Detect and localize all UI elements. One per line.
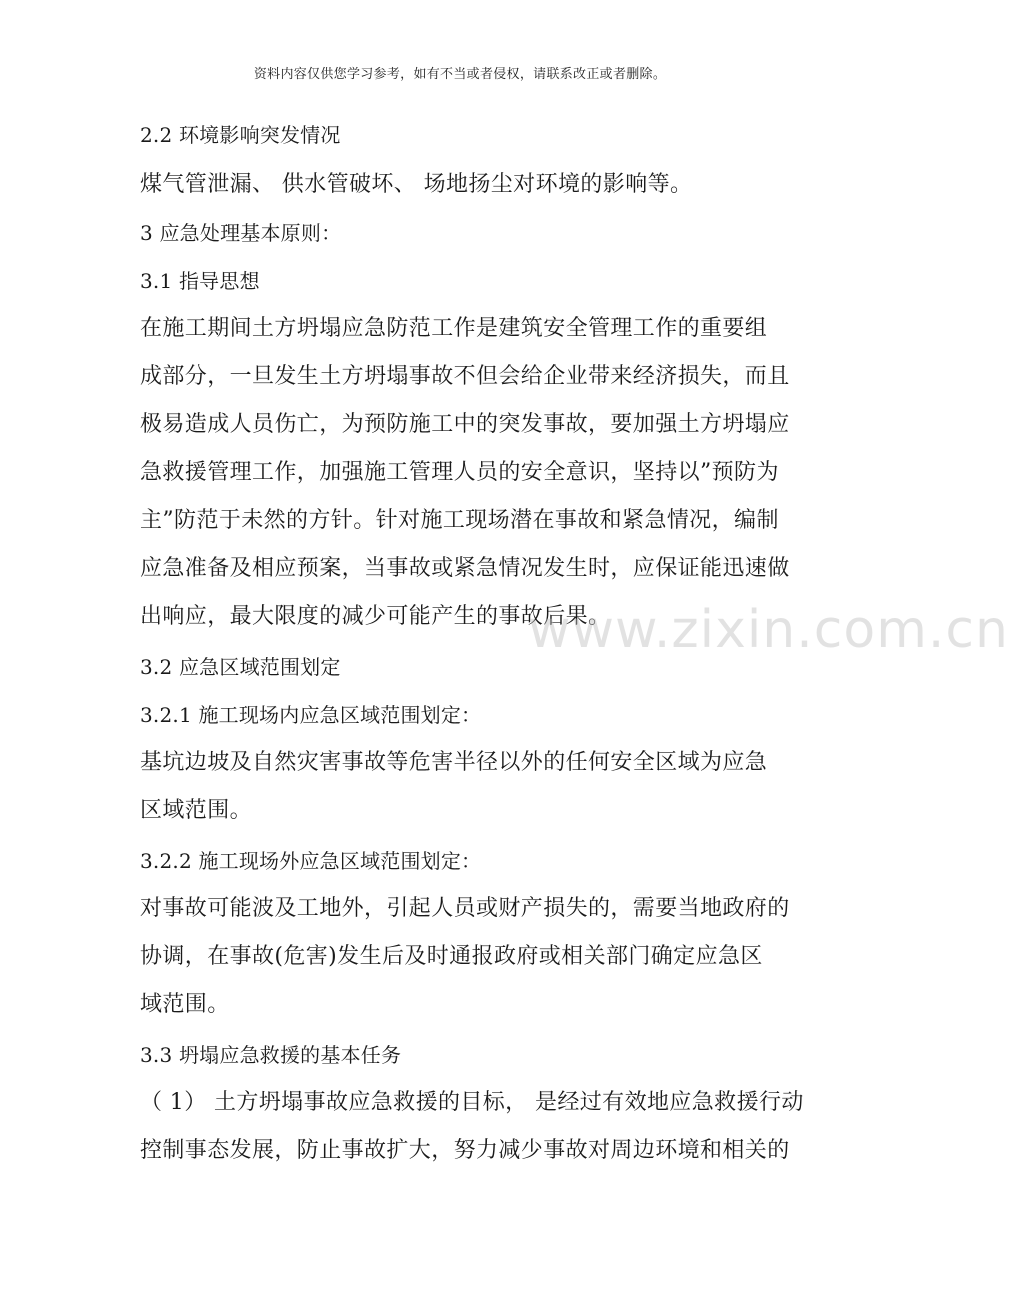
paragraph-line: 在施工期间土方坍塌应急防范工作是建筑安全管理工作的重要组	[140, 316, 768, 341]
paragraph-line: 区域范围。	[140, 798, 253, 823]
section-heading-3-3: 3.3 坍塌应急救援的基本任务	[140, 1043, 402, 1067]
section-heading-3-2-2: 3.2.2 施工现场外应急区域范围划定：	[140, 849, 482, 873]
paragraph-line: 急救援管理工作，加强施工管理人员的安全意识，坚持以”预防为	[140, 460, 779, 485]
paragraph-line: 基坑边坡及自然灾害事故等危害半径以外的任何安全区域为应急	[140, 750, 768, 775]
section-heading-3: 3 应急处理基本原则：	[140, 221, 342, 245]
paragraph-line: 极易造成人员伤亡，为预防施工中的突发事故，要加强土方坍塌应	[140, 412, 790, 437]
disclaimer-header: 资料内容仅供您学习参考，如有不当或者侵权，请联系改正或者删除。	[253, 67, 667, 82]
section-heading-3-1: 3.1 指导思想	[140, 269, 260, 293]
section-heading-3-2-1: 3.2.1 施工现场内应急区域范围划定：	[140, 703, 482, 727]
watermark: www.zixin.com.cn	[528, 600, 1009, 660]
paragraph-line: （ 1） 土方坍塌事故应急救援的目标， 是经过有效地应急救援行动	[140, 1090, 804, 1115]
paragraph-line: 煤气管泄漏、 供水管破坏、 场地扬尘对环境的影响等。	[140, 172, 693, 197]
paragraph-line: 域范围。	[140, 992, 230, 1017]
section-heading-2-2: 2.2 环境影响突发情况	[140, 123, 341, 147]
paragraph-line: 应急准备及相应预案，当事故或紧急情况发生时，应保证能迅速做	[140, 556, 790, 581]
paragraph-line: 对事故可能波及工地外，引起人员或财产损失的，需要当地政府的	[140, 896, 790, 921]
paragraph-line: 主”防范于未然的方针。针对施工现场潜在事故和紧急情况，编制	[140, 508, 779, 533]
paragraph-line: 出响应，最大限度的减少可能产生的事故后果。	[140, 604, 611, 629]
paragraph-line: 协调，在事故(危害)发生后及时通报政府或相关部门确定应急区	[140, 944, 763, 969]
section-heading-3-2: 3.2 应急区域范围划定	[140, 655, 341, 679]
paragraph-line: 控制事态发展，防止事故扩大，努力减少事故对周边环境和相关的	[140, 1138, 790, 1163]
paragraph-line: 成部分，一旦发生土方坍塌事故不但会给企业带来经济损失，而且	[140, 364, 790, 389]
